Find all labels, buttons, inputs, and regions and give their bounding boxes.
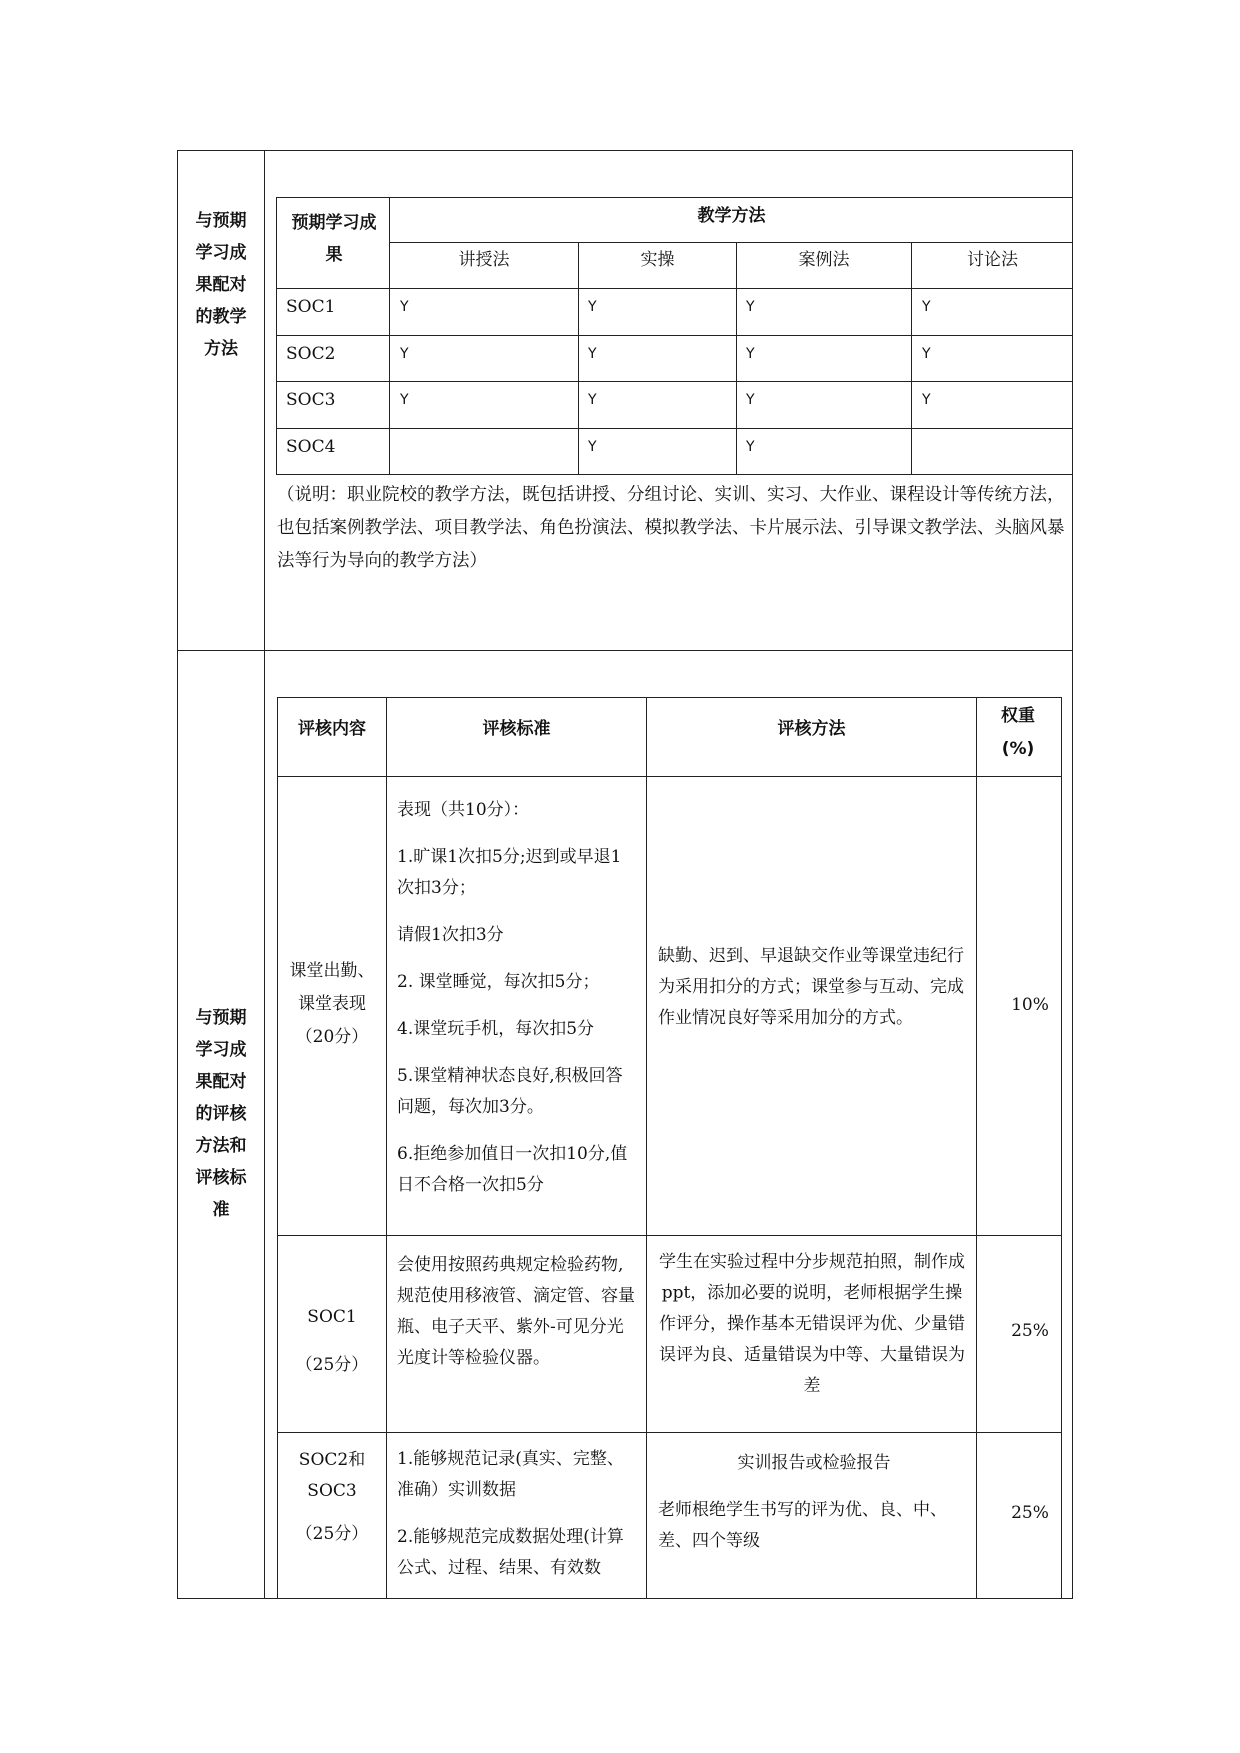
document-page: 与预期 学习成 果配对 的教学 方法 预期学习成果 教学方法 讲授法 实操 案例法 讨论法 SOC1 Y Y Y Y SOC2 Y Y Y Y SOC3 Y Y Y Y SOC4 Y Y （说明：职业院校的教学方法，既包括讲授、分组讨论、实训、实习、大作业、课程设计等传统方法，也包括案例教学法、项目教学法、角色扮演法、模拟教学法、卡片展示法、引导课文教学法、头脑风暴法等行为导向的教学方法） 与预期 学习成 果配对 的评核 方法和 评核标 准 评核内容 评核标准 评核方法 权重(%) 课堂出勤、 课堂表现 （20分） 表现（共10分）： 1.旷课1次扣5分;迟到或早退1次扣3分； 请假1次扣3分 2. 课堂睡觉，每次扣5分； 4.课堂玩手机，每次扣5分 5.课堂精神状态良好,积极回答问题，每次加3分。 6.拒绝参加值日一次扣10分,值日不合格一次扣5分 缺勤、迟到、早退缺交作业等课堂违纪行为采用扣分的方式；课堂参与互动、完成作业情况良好等采用加分的方式。 10% SOC1 （25分） 会使用按照药典规定检验药物,规范使用移液管、滴定管、容量瓶、电子天平、紫外-可见分光光度计等检验仪器。 学生在实验过程中分步规范拍照，制作成ppt，添加必要的说明，老师根据学生操作评分，操作基本无错误评为优、少量错误评为良、适量错误为中等、大量错误为差 25% SOC2和 SOC3 （25分） 1.能够规范记录(真实、完整、准确）实训数据 2.能够规范完成数据处理(计算公式、过程、结果、有效数 实训报告或检验报告 老师根绝学生书写的评为优、良、中、差、四个等级 25% — [0, 0, 1240, 1753]
section-divider — [177, 650, 1073, 651]
method-lecture: 讲授法 — [458, 250, 510, 270]
row3-standard: 1.能够规范记录(真实、完整、准确）实训数据 2.能够规范完成数据处理(计算公式、过程、结果、有效数 — [397, 1449, 624, 1578]
header-assessment-method: 评核方法 — [777, 719, 846, 739]
method-discussion: 讨论法 — [967, 250, 1018, 270]
row1-standard: 表现（共10分）： 1.旷课1次扣5分;迟到或早退1次扣3分； 请假1次扣3分 2. 课堂睡觉，每次扣5分； 4.课堂玩手机，每次扣5分 5.课堂精神状态良好,积极回答问题，每次加3分。 6.拒绝参加值日一次扣10分,值日不合格一次扣5分 — [397, 800, 628, 1195]
header-teaching-methods: 教学方法 — [697, 206, 766, 226]
header-assessment-standard: 评核标准 — [482, 719, 551, 739]
row1-method: 缺勤、迟到、早退缺交作业等课堂违纪行为采用扣分的方式；课堂参与互动、完成作业情况良好等采用加分的方式。 — [658, 946, 964, 1028]
outer-top-border — [177, 150, 1073, 151]
teaching-methods-note: （说明：职业院校的教学方法，既包括讲授、分组讨论、实训、实习、大作业、课程设计等传统方法，也包括案例教学法、项目教学法、角色扮演法、模拟教学法、卡片展示法、引导课文教学法、头脑风暴法等行为导向的教学方法） — [277, 485, 1065, 571]
row3-method: 实训报告或检验报告 老师根绝学生书写的评为优、良、中、差、四个等级 — [658, 1453, 947, 1551]
section1-label: 与预期 学习成 果配对 的教学 方法 — [195, 211, 247, 359]
section2-label: 与预期 学习成 果配对 的评核 方法和 评核标 准 — [195, 1008, 247, 1220]
header-expected-outcome: 预期学习成果 — [291, 213, 377, 265]
label-column-divider — [264, 150, 265, 1599]
outer-bottom-border — [177, 1598, 1073, 1599]
row2-standard: 会使用按照药典规定检验药物,规范使用移液管、滴定管、容量瓶、电子天平、紫外-可见分光光度计等检验仪器。 — [397, 1255, 635, 1368]
row3-content: SOC2和 SOC3 （25分） — [295, 1450, 369, 1544]
method-practice: 实操 — [640, 250, 675, 270]
outer-right-border — [1072, 150, 1073, 1599]
row1-content: 课堂出勤、 课堂表现 （20分） — [289, 961, 375, 1047]
row2-weight: 25% — [1011, 1321, 1049, 1341]
row3-weight: 25% — [1011, 1503, 1049, 1523]
outer-left-border — [177, 150, 178, 1599]
method-case: 案例法 — [798, 250, 850, 270]
header-weight: 权重(%) — [1001, 706, 1035, 759]
row2-content: SOC1 （25分） — [295, 1307, 369, 1375]
header-assessment-content: 评核内容 — [298, 719, 366, 739]
row2-method: 学生在实验过程中分步规范拍照，制作成ppt，添加必要的说明，老师根据学生操作评分，操作基本无错误评为优、少量错误评为良、适量错误为中等、大量错误为差 — [659, 1252, 965, 1396]
row1-weight: 10% — [1011, 995, 1049, 1015]
